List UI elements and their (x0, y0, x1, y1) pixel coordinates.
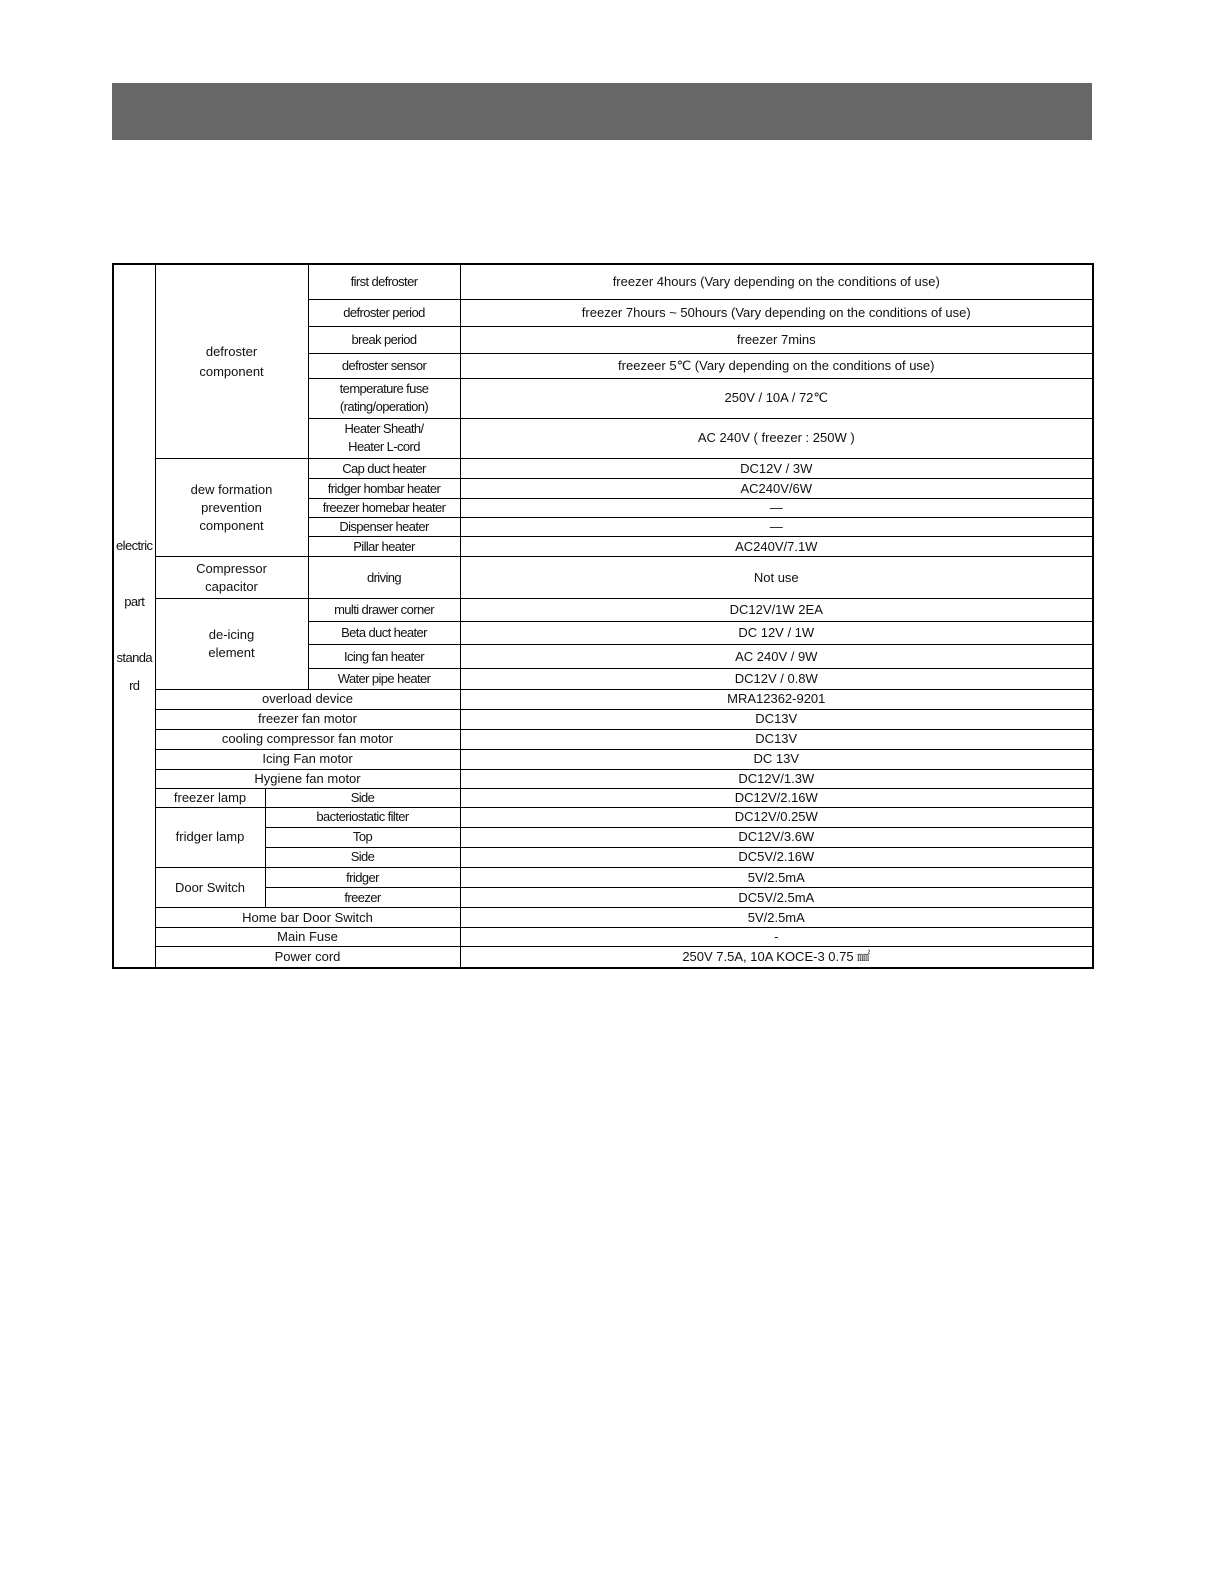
group-power-cord: Power cord (155, 947, 460, 968)
value-dispenser-heater: — (460, 518, 1093, 537)
value-fridger-lamp-top: DC12V/3.6W (460, 827, 1093, 847)
item-heater-sheath (308, 418, 460, 458)
item-first-defroster: first defroster (308, 264, 460, 299)
value-door-switch-fridger: 5V/2.5mA (460, 868, 1093, 888)
value-cooling-compressor-fan-motor: DC13V (460, 729, 1093, 749)
item-defroster-sensor: defroster sensor (308, 353, 460, 378)
item-dispenser-heater: Dispenser heater (308, 518, 460, 537)
value-freezer-homebar-heater: — (460, 499, 1093, 518)
item-fridger-lamp-top: Top (265, 827, 460, 847)
group-door-switch: Door Switch (155, 868, 265, 908)
item-door-switch-freezer: freezer (265, 888, 460, 908)
item-freezer-lamp-side: Side (265, 788, 460, 807)
item-multi-drawer-corner: multi drawer corner (308, 599, 460, 622)
value-power-cord: 250V 7.5A, 10A KOCE-3 0.75 ㎟ (460, 947, 1093, 968)
item-break-period: break period (308, 326, 460, 353)
value-fridger-lamp-side: DC5V/2.16W (460, 847, 1093, 867)
value-first-defroster: freezer 4hours (Vary depending on the conditions of use) (460, 264, 1093, 299)
value-pillar-heater: AC240V/7.1W (460, 537, 1093, 557)
side-label-word: electric (116, 538, 153, 553)
group-de-icing-element: de-icing element (155, 599, 308, 689)
group-cooling-compressor-fan-motor: cooling compressor fan motor (155, 729, 460, 749)
item-heater-sheath-line2: Heater L-cord (348, 439, 420, 455)
value-beta-duct-heater: DC 12V / 1W (460, 622, 1093, 645)
group-home-bar-door-switch: Home bar Door Switch (155, 908, 460, 928)
item-bacteriostatic-filter: bacteriostatic filter (265, 807, 460, 827)
value-home-bar-door-switch: 5V/2.5mA (460, 908, 1093, 928)
item-pillar-heater: Pillar heater (308, 537, 460, 557)
value-icing-fan-heater: AC 240V / 9W (460, 645, 1093, 668)
group-compressor-capacitor: Compressor capacitor (155, 557, 308, 599)
value-cap-duct-heater: DC12V / 3W (460, 459, 1093, 479)
group-fridger-lamp: fridger lamp (155, 807, 265, 867)
item-temperature-fuse (308, 378, 460, 418)
electric-part-standard-table (112, 263, 1094, 969)
value-door-switch-freezer: DC5V/2.5mA (460, 888, 1093, 908)
group-main-fuse: Main Fuse (155, 928, 460, 947)
item-water-pipe-heater: Water pipe heater (308, 668, 460, 689)
value-multi-drawer-corner: DC12V/1W 2EA (460, 599, 1093, 622)
side-label-word: part (124, 594, 145, 609)
item-temperature-fuse-line1: temperature fuse (339, 381, 429, 397)
item-cap-duct-heater: Cap duct heater (308, 459, 460, 479)
group-freezer-lamp: freezer lamp (155, 788, 265, 807)
group-defroster-component: defroster component (155, 264, 308, 459)
side-label-cell (113, 264, 155, 968)
value-driving: Not use (460, 557, 1093, 599)
value-main-fuse: - (460, 928, 1093, 947)
item-fridger-lamp-side: Side (265, 847, 460, 867)
group-icing-fan-motor: Icing Fan motor (155, 749, 460, 769)
item-icing-fan-heater: Icing fan heater (308, 645, 460, 668)
section-header-bar (112, 83, 1092, 140)
value-defroster-sensor: freezeer 5℃ (Vary depending on the conditions of use) (460, 353, 1093, 378)
item-freezer-homebar-heater: freezer homebar heater (308, 499, 460, 518)
value-break-period: freezer 7mins (460, 326, 1093, 353)
item-defroster-period: defroster period (308, 299, 460, 326)
value-bacteriostatic-filter: DC12V/0.25W (460, 807, 1093, 827)
value-fridger-hombar-heater: AC240V/6W (460, 479, 1093, 499)
value-defroster-period: freezer 7hours ~ 50hours (Vary depending on the conditions of use) (460, 299, 1093, 326)
item-temperature-fuse-line2: (rating/operation) (339, 399, 429, 415)
group-dew-formation-prevention: dew formation prevention component (155, 459, 308, 557)
item-heater-sheath-line1: Heater Sheath/ (344, 421, 424, 437)
side-label-word: rd (129, 678, 140, 693)
group-overload-device: overload device (155, 689, 460, 709)
value-heater-sheath: AC 240V ( freezer : 250W ) (460, 418, 1093, 458)
side-label-word: standa (116, 650, 152, 665)
item-driving: driving (308, 557, 460, 599)
group-freezer-fan-motor: freezer fan motor (155, 709, 460, 729)
value-freezer-lamp-side: DC12V/2.16W (460, 788, 1093, 807)
group-hygiene-fan-motor: Hygiene fan motor (155, 769, 460, 788)
item-door-switch-fridger: fridger (265, 868, 460, 888)
value-freezer-fan-motor: DC13V (460, 709, 1093, 729)
value-hygiene-fan-motor: DC12V/1.3W (460, 769, 1093, 788)
item-beta-duct-heater: Beta duct heater (308, 622, 460, 645)
value-icing-fan-motor: DC 13V (460, 749, 1093, 769)
item-fridger-hombar-heater: fridger hombar heater (308, 479, 460, 499)
value-overload-device: MRA12362-9201 (460, 689, 1093, 709)
value-water-pipe-heater: DC12V / 0.8W (460, 668, 1093, 689)
value-temperature-fuse: 250V / 10A / 72℃ (460, 378, 1093, 418)
